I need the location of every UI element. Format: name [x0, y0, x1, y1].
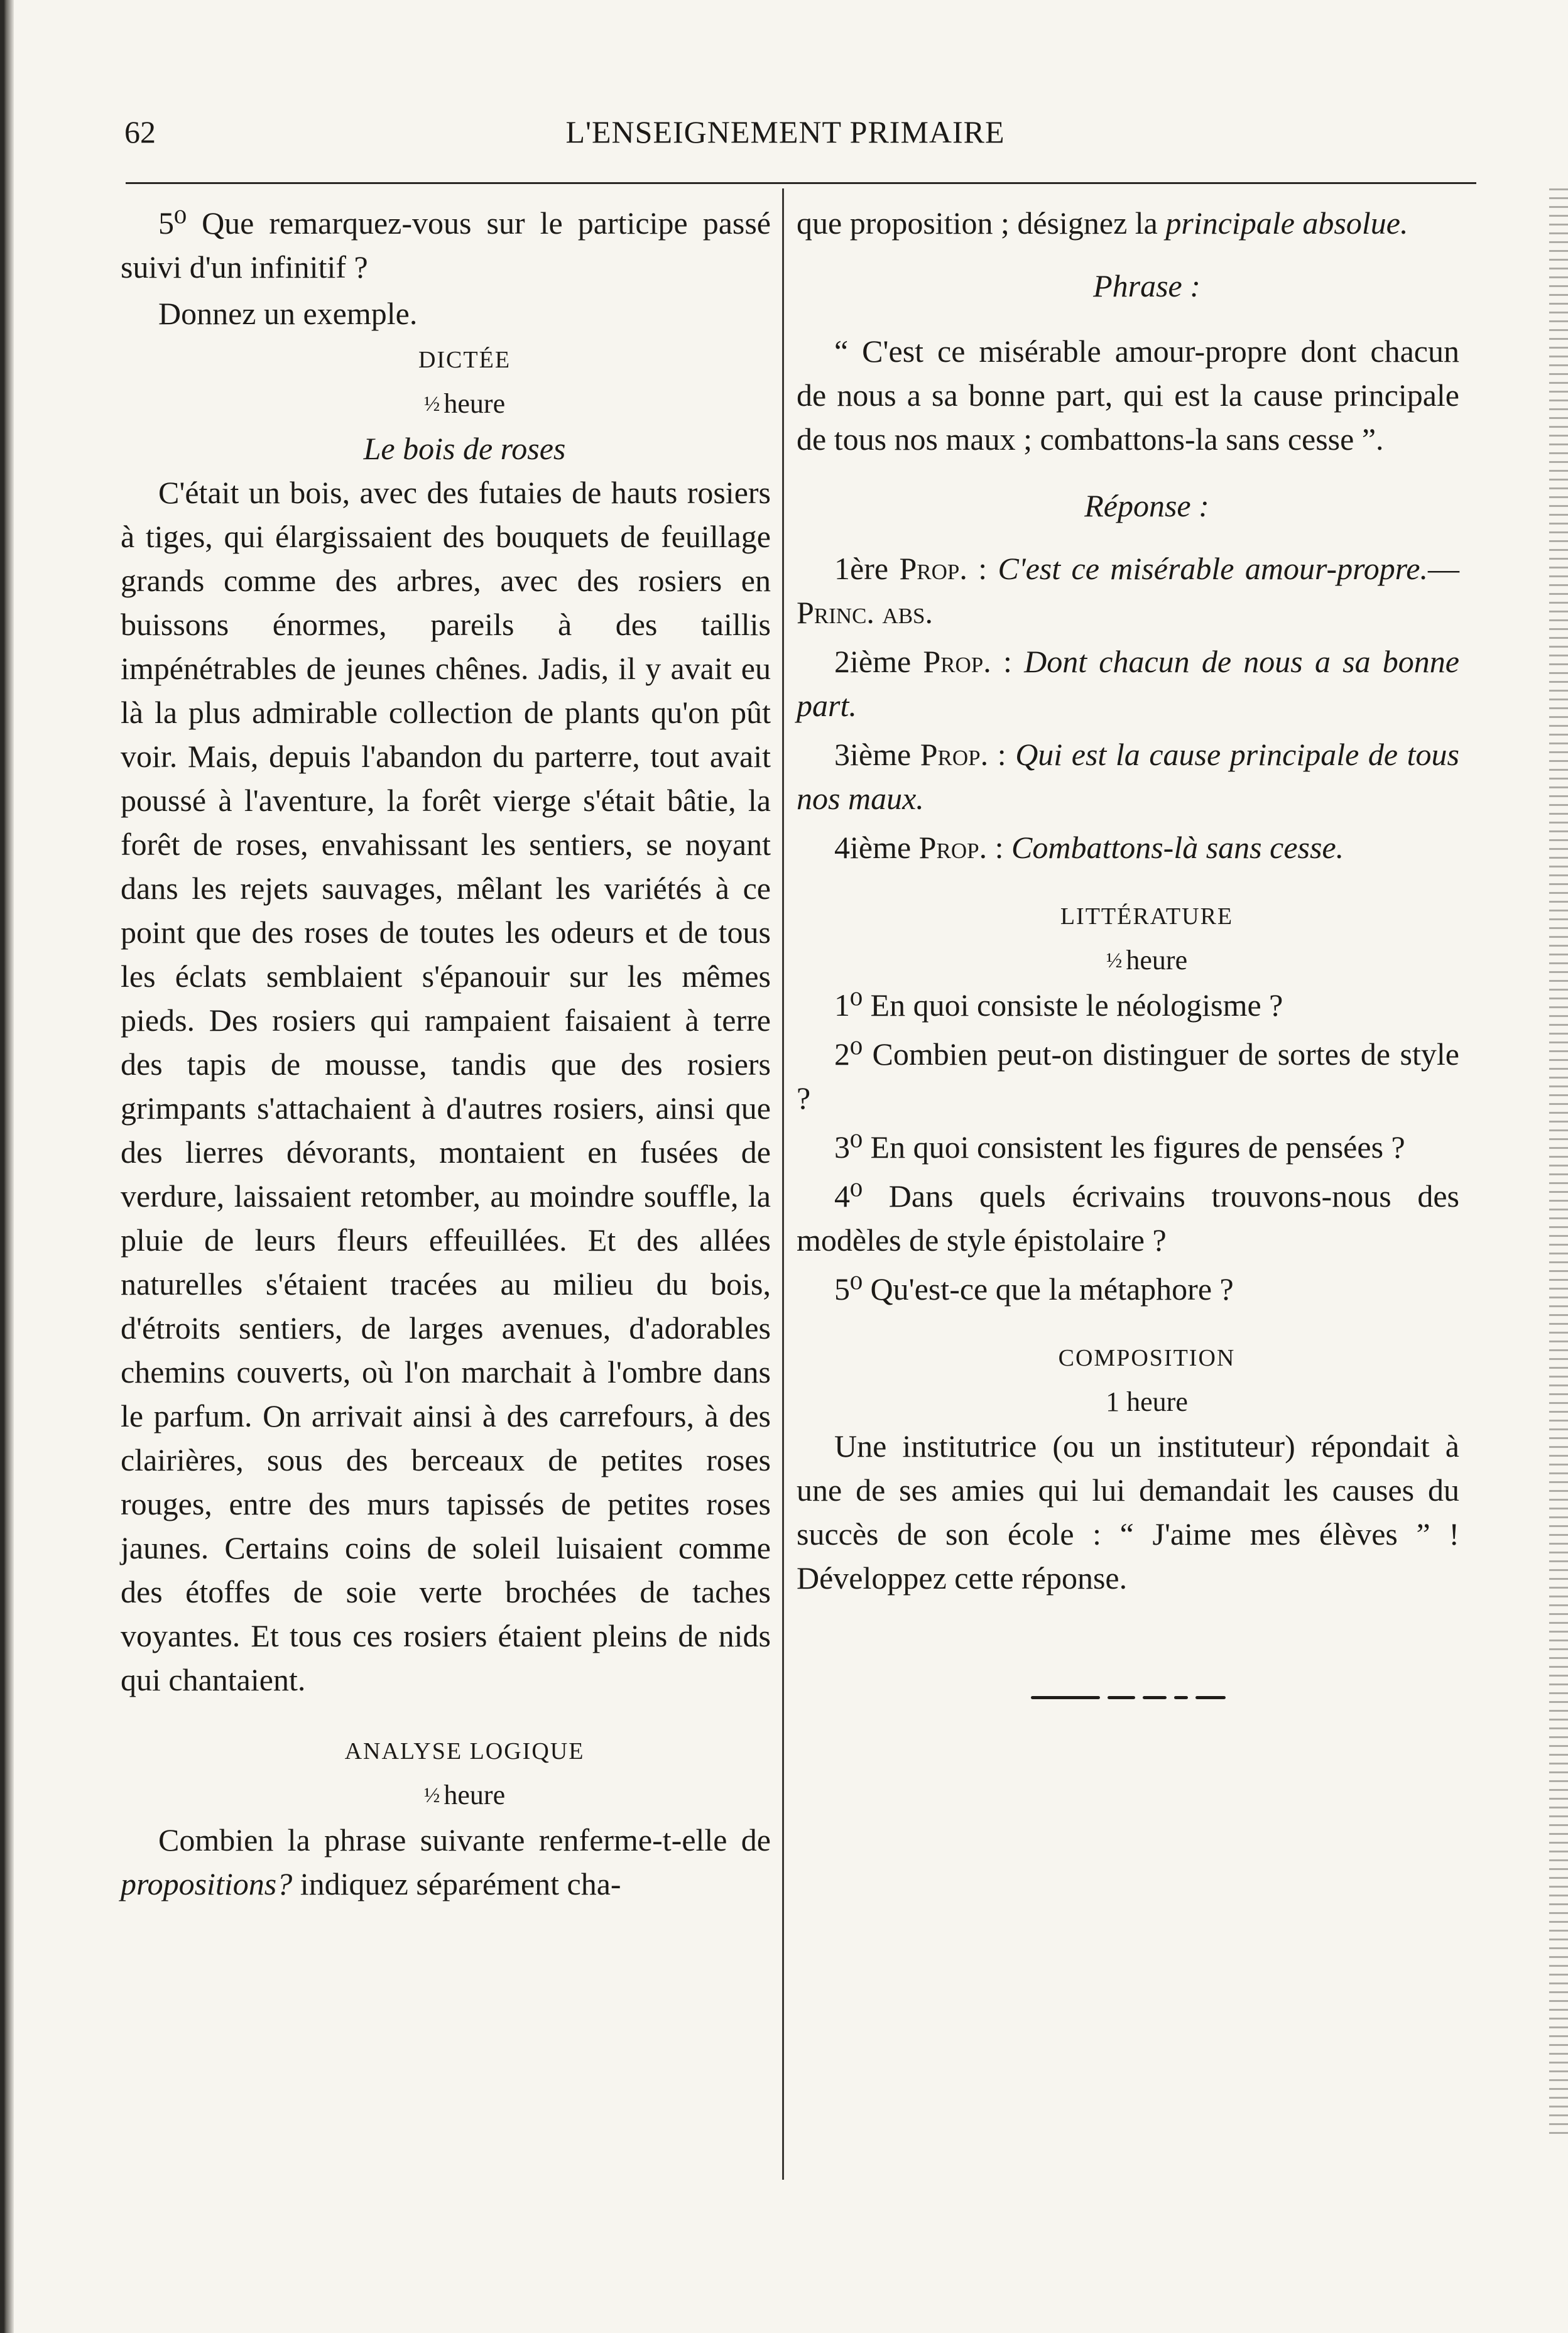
analyse-question-part1: Combien la phrase suivante renferme-t-elle de: [158, 1822, 771, 1857]
page-header: [107, 107, 1464, 157]
prop-text: Combattons-là sans cesse.: [1011, 830, 1344, 865]
duration-fraction: ½: [423, 1784, 440, 1807]
section-heading-composition: COMPOSITION: [1058, 1345, 1236, 1371]
end-ornament: [1031, 1694, 1226, 1700]
prop-abbrev: Prop.: [923, 644, 991, 679]
question-5-example: Donnez un exemple.: [158, 296, 418, 331]
litterature-question-1: 1⁰ En quoi consiste le néologisme ?: [834, 987, 1283, 1023]
prop-abbrev: Prop.: [918, 830, 988, 865]
prop-number: 4ième: [834, 830, 919, 865]
duration-unit: heure: [1126, 945, 1188, 976]
litterature-question-3: 3⁰ En quoi consistent les figures de pensées ?: [834, 1129, 1405, 1165]
left-column: [121, 201, 771, 1906]
prop-text: Dont chacun de nous a sa bonne part.: [797, 644, 1459, 723]
analyse-question-part2: indiquez séparément cha-: [292, 1866, 621, 1901]
dictee-text: C'était un bois, avec des futaies de hauts rosiers à tiges, qui élargissaient des bouquets de feuillage grands comme des arbres, avec des rosiers en buissons énormes, pareils à des taillis impénétrables de jeunes chênes. Jadis, il y avait eu là la plus admirable collection de plants qu'on pût voir. Mais, depuis l'abandon du parterre, tout avait poussé à l'aventure, la forêt vierge s'était bâtie, la forêt de roses, envahissant les sentiers, se noyant dans les rejets sauvages, mêlant les variétés à ce point que des roses de toutes les odeurs et de tous les éclats semblaient s'épanouir sur les mêmes pieds. Des rosiers qui rampaient faisaient à terre des tapis de mousse, tandis que des rosiers grimpants s'attachaient à d'autres rosiers, ainsi que des lierres dévorants, montaient en fusées de verdure, laissaient retomber, au moindre souffle, la pluie de leurs fleurs effeuillées. Et des allées naturelles s'étaient tracées au milieu du bois, d'étroits sentiers, de larges avenues, d'adorables chemins couverts, où l'on marchait à l'ombre dans le parfum. On arrivait ainsi à des carrefours, à des clairières, sous des berceaux de petites roses rouges, entre des murs tapissés de petites roses jaunes. Certains coins de soleil luisaient comme des étoffes de soie verte brochées de taches voyantes. Et tous ces rosiers étaient pleins de nids qui chantaient.: [121, 475, 771, 1697]
page-number: 62: [124, 114, 156, 150]
analyse-question-continued: [797, 201, 1459, 245]
composition-text: Une institutrice (ou un instituteur) répondait à une de ses amies qui lui demandait les causes du succès de son école : “ J'aime mes élèves ” ! Développez cette réponse.: [797, 1428, 1459, 1596]
duration-litterature: [797, 938, 1459, 983]
prop-sep: :: [987, 830, 1011, 865]
duration-analyse: [121, 1773, 771, 1818]
scan-edge-left: [0, 0, 14, 2333]
right-column: [797, 201, 1459, 1700]
litterature-question-5: 5⁰ Qu'est-ce que la métaphore ?: [834, 1271, 1234, 1307]
analyse-question: [121, 1818, 771, 1906]
litterature-question-4: 4⁰ Dans quels écrivains trouvons-nous des modèles de style épistolaire ?: [797, 1178, 1459, 1258]
proposition-3: [797, 732, 1459, 820]
prop-sep: :: [988, 737, 1016, 772]
column-rule: [782, 188, 784, 2180]
prop-abbrev: Prop.: [899, 551, 967, 586]
proposition-4: [797, 825, 1459, 869]
prop-sep: :: [967, 551, 998, 586]
prop-text: Qui est la cause principale de tous nos maux.: [797, 737, 1459, 816]
duration-fraction: ½: [423, 393, 440, 416]
continued-italic: principale absolue.: [1165, 205, 1408, 241]
header-rule: [126, 182, 1476, 184]
scan-edge-right: [1549, 188, 1568, 2136]
prop-number: 3ième: [834, 737, 920, 772]
duration-composition: 1 heure: [1106, 1386, 1188, 1417]
prop-suffix: —Princ. abs.: [797, 551, 1459, 630]
duration-unit: heure: [444, 1780, 506, 1810]
analyse-question-italic: propositions?: [121, 1866, 293, 1901]
section-heading-dictee: DICTÉE: [418, 347, 511, 373]
prop-number: 1ère: [834, 551, 900, 586]
dictee-title: Le bois de roses: [363, 431, 566, 466]
reponse-label: Réponse :: [1084, 488, 1209, 523]
continued-part1: que proposition ; désignez la: [797, 205, 1166, 241]
duration-fraction: ½: [1106, 949, 1123, 972]
proposition-1: [797, 547, 1459, 634]
litterature-question-2: 2⁰ Combien peut-on distinguer de sortes de style ?: [797, 1036, 1459, 1116]
phrase-text: “ C'est ce misérable amour-propre dont chacun de nous a sa bonne part, qui est la cause principale de tous nos maux ; combattons-la sans cesse ”.: [797, 334, 1459, 457]
question-5: 5⁰ Que remarquez-vous sur le participe passé suivi d'un infinitif ?: [121, 205, 771, 285]
section-heading-analyse: ANALYSE LOGIQUE: [344, 1738, 585, 1765]
duration-unit: heure: [444, 388, 506, 419]
prop-abbrev: Prop.: [920, 737, 989, 772]
duration-dictee: [121, 382, 771, 427]
prop-sep: :: [991, 644, 1025, 679]
running-title: L'ENSEIGNEMENT PRIMAIRE: [565, 114, 1005, 150]
phrase-label: Phrase :: [1093, 268, 1200, 303]
prop-number: 2ième: [834, 644, 923, 679]
prop-text: C'est ce misérable amour-propre.: [998, 551, 1428, 586]
section-heading-litterature: LITTÉRATURE: [1060, 903, 1234, 930]
proposition-2: [797, 639, 1459, 727]
